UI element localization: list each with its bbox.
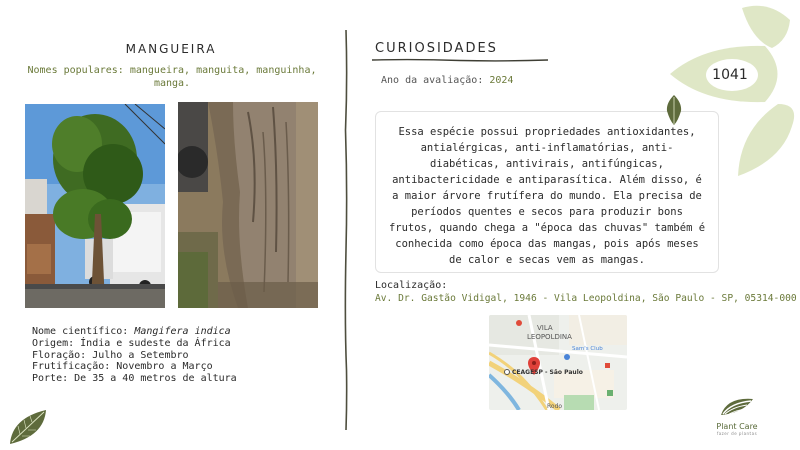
tree-trunk-photo — [178, 102, 318, 308]
plant-care-logo — [706, 395, 768, 437]
map-road-label: Rodo — [547, 403, 563, 410]
evaluation-value: 2024 — [489, 75, 514, 86]
tree-number-badge: 1041 — [712, 67, 748, 83]
evaluation-year — [381, 75, 513, 86]
location-address[interactable]: Av. Dr. Gastão Vidigal, 1946 - Vila Leopoldina, São Paulo - SP, 05314-000 — [375, 293, 797, 304]
tree-name-title: MANGUEIRA — [125, 42, 217, 56]
column-divider — [343, 30, 349, 430]
size-row: Porte: De 35 a 40 metros de altura — [32, 373, 237, 385]
curiosities-box: Essa espécie possui propriedades antioxidantes, antialérgicas, anti-inflamatórias, anti-diabéticas, antivirais, antifúngicas, antibactericidade e antiparasítica. Além disso, é a maior árvore frutífera do mundo. Ela precisa de períodos quentes e secos para produzir bons frutos, quando chega a "época das chuvas" também é conhecida como época das mangas, pois após meses de calor e secas vem as mangas. — [375, 111, 719, 273]
popular-names: Nomes populares: mangueira, manguita, manguinha, manga. — [27, 65, 317, 89]
origin-row: Origem: Índia e sudeste da África — [32, 337, 231, 349]
leaf-decoration — [660, 0, 800, 180]
scientific-name-label: Nome científico: — [32, 326, 135, 337]
flowering-row: Floração: Julho a Setembro — [32, 349, 189, 361]
plant-care-logo-mark — [717, 395, 757, 417]
small-leaf-icon — [666, 95, 682, 125]
map-district-2: LEOPOLDINA — [527, 333, 572, 341]
scientific-name-value: Mangifera indica — [134, 326, 231, 337]
tree-facts — [32, 326, 332, 385]
title-underline — [372, 58, 548, 62]
leaf-corner-icon — [8, 408, 48, 446]
logo-name: Plant Care — [716, 422, 758, 431]
tree-photo-full — [25, 104, 165, 308]
location-map[interactable] — [489, 315, 627, 410]
map-district-1: VILA — [537, 324, 553, 332]
map-pin-label: CEAGESP - São Paulo — [512, 369, 583, 376]
evaluation-label: Ano da avaliação: — [381, 75, 490, 86]
scientific-name-row — [32, 326, 332, 338]
logo-tagline: fazer de plantas — [716, 431, 758, 436]
map-store-label: Sam's Club — [572, 346, 603, 352]
curiosities-title: CURIOSIDADES — [375, 41, 498, 56]
location-label: Localização: — [375, 280, 448, 291]
fruiting-row: Frutificação: Novembro a Março — [32, 361, 213, 373]
